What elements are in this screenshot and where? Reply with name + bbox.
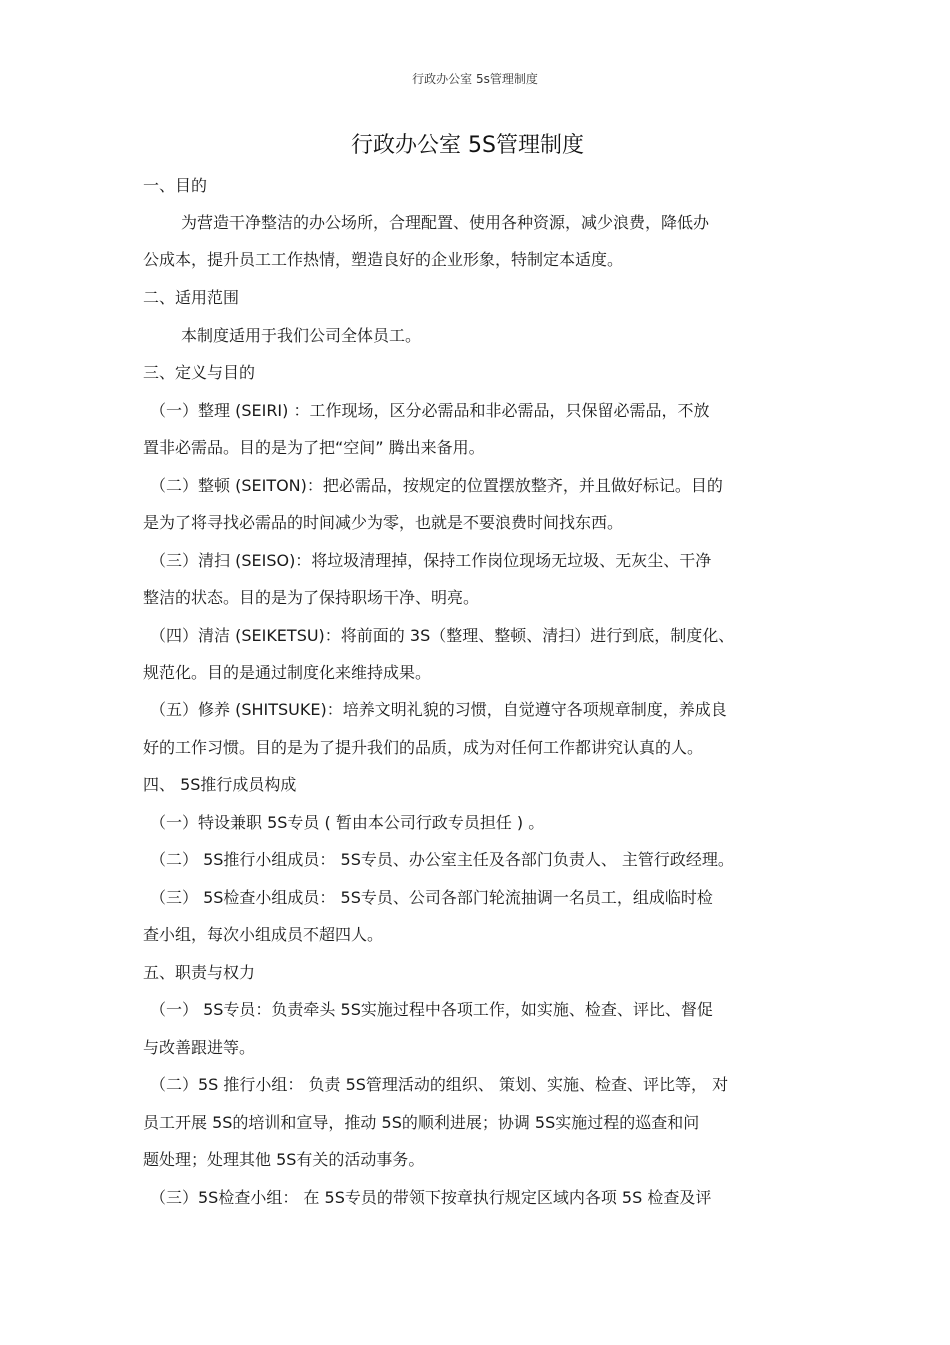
- paragraph-line: （二）5S 推行小组： 负责 5S管理活动的组织、 策划、实施、检查、评比等， 对: [150, 1075, 729, 1094]
- section-heading-purpose: 一、目的: [143, 176, 208, 195]
- section-heading-responsibilities: 五、职责与权力: [143, 963, 256, 982]
- paragraph-line: （一）特设兼职 5S专员 ( 暂由本公司行政专员担任 ) 。: [150, 813, 545, 832]
- paragraph-line: 公成本，提升员工工作热情，塑造良好的企业形象，特制定本适度。: [143, 250, 624, 269]
- paragraph-line: （三）清扫 (SEISO)：将垃圾清理掉，保持工作岗位现场无垃圾、无灰尘、干净: [150, 551, 712, 570]
- paragraph-line: 整洁的状态。目的是为了保持职场干净、明亮。: [143, 588, 480, 607]
- paragraph-line: （一）整理 (SEIRI) ：工作现场，区分必需品和非必需品，只保留必需品，不放: [150, 401, 710, 420]
- paragraph-line: 员工开展 5S的培训和宣导，推动 5S的顺利进展；协调 5S实施过程的巡查和问: [143, 1113, 700, 1132]
- paragraph-line: 题处理；处理其他 5S有关的活动事务。: [143, 1150, 425, 1169]
- paragraph-line: 好的工作习惯。目的是为了提升我们的品质，成为对任何工作都讲究认真的人。: [143, 738, 704, 757]
- paragraph-line: 是为了将寻找必需品的时间减少为零，也就是不要浪费时间找东西。: [143, 513, 624, 532]
- paragraph-line: （三） 5S检查小组成员： 5S专员、公司各部门轮流抽调一名员工，组成临时检: [150, 888, 713, 907]
- paragraph-line: 置非必需品。目的是为了把“空间” 腾出来备用。: [143, 438, 485, 457]
- paragraph-line: （一） 5S专员：负责牵头 5S实施过程中各项工作，如实施、检查、评比、督促: [150, 1000, 713, 1019]
- paragraph-line: （四）清洁 (SEIKETSU)：将前面的 3S（整理、整顿、清扫）进行到底，制度化、: [150, 626, 735, 645]
- document-title: 行政办公室 5S管理制度: [351, 133, 584, 158]
- section-heading-members: 四、 5S推行成员构成: [143, 775, 297, 794]
- section-heading-definitions: 三、定义与目的: [143, 363, 256, 382]
- paragraph-line: （二） 5S推行小组成员： 5S专员、办公室主任及各部门负责人、 主管行政经理。: [150, 850, 734, 869]
- paragraph-line: 查小组，每次小组成员不超四人。: [143, 925, 384, 944]
- paragraph-line: 规范化。目的是通过制度化来维持成果。: [143, 663, 432, 682]
- paragraph-line: 本制度适用于我们公司全体员工。: [181, 326, 422, 345]
- paragraph-line: （三）5S检查小组： 在 5S专员的带领下按章执行规定区域内各项 5S 检查及评: [150, 1188, 712, 1207]
- section-heading-scope: 二、适用范围: [143, 288, 240, 307]
- paragraph-line: （二）整顿 (SEITON)：把必需品，按规定的位置摆放整齐，并且做好标记。目的: [150, 476, 723, 495]
- running-header: 行政办公室 5s管理制度: [412, 72, 538, 86]
- paragraph-line: 与改善跟进等。: [143, 1038, 256, 1057]
- paragraph-line: （五）修养 (SHITSUKE)：培养文明礼貌的习惯，自觉遵守各项规章制度，养成良: [150, 700, 727, 719]
- paragraph-line: 为营造干净整洁的办公场所，合理配置、使用各种资源，减少浪费，降低办: [181, 213, 710, 232]
